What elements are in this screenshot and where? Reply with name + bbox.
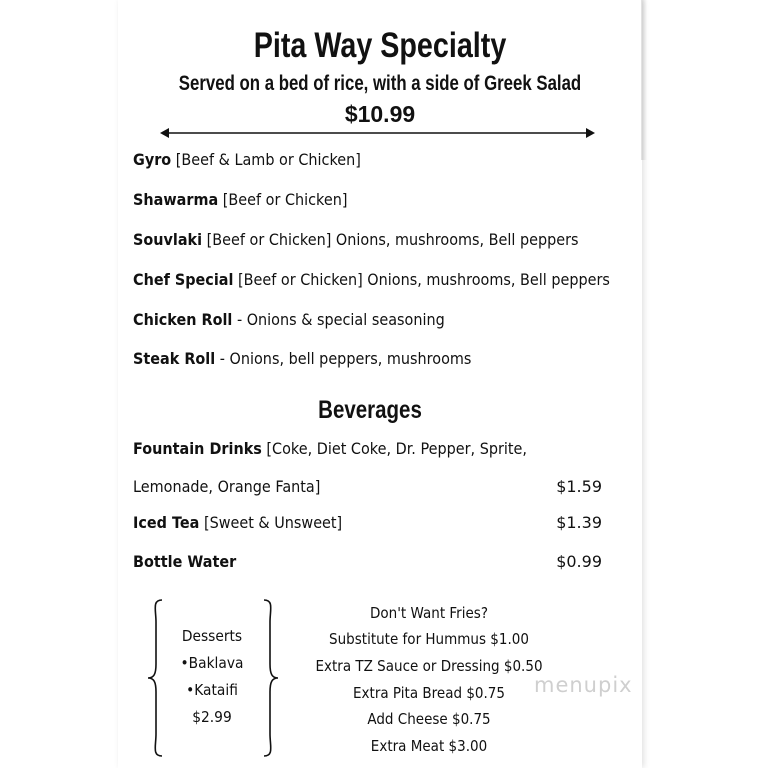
extras-heading: Don't Want Fries? bbox=[369, 604, 488, 622]
item-name: Chef Special bbox=[133, 270, 234, 289]
extra-item: Extra Meat $3.00 bbox=[370, 737, 488, 755]
specialty-item-chef-special bbox=[133, 270, 610, 289]
item-name: Steak Roll bbox=[133, 349, 216, 368]
item-desc: Lemonade, Orange Fanta] bbox=[133, 477, 321, 496]
extra-item: Extra Pita Bread $0.75 bbox=[353, 684, 505, 702]
specialty-price: $10.99 bbox=[344, 101, 416, 127]
desserts-heading: Desserts bbox=[181, 627, 243, 645]
item-desc: [Beef or Chicken] Onions, mushrooms, Bell peppers bbox=[238, 270, 610, 289]
item-desc: [Beef or Chicken] Onions, mushrooms, Bell peppers bbox=[206, 230, 579, 249]
item-name: Chicken Roll bbox=[133, 310, 233, 329]
item-desc: [Beef & Lamb or Chicken] bbox=[175, 150, 361, 169]
item-desc: - Onions & special seasoning bbox=[236, 310, 445, 329]
specialty-item-gyro bbox=[133, 150, 361, 169]
item-name: Souvlaki bbox=[133, 230, 203, 249]
beverage-item-fountain-drinks bbox=[133, 439, 527, 458]
extra-item: Substitute for Hummus $1.00 bbox=[329, 630, 529, 648]
item-desc: [Sweet & Unsweet] bbox=[203, 513, 343, 532]
item-name: Gyro bbox=[133, 150, 172, 169]
specialty-item-steak-roll bbox=[133, 349, 471, 368]
item-name: Iced Tea bbox=[133, 513, 200, 532]
right-brace-icon bbox=[260, 598, 280, 758]
beverages-heading: Beverages bbox=[318, 396, 422, 424]
specialty-item-shawarma bbox=[133, 190, 347, 209]
menu-subtitle: Served on a bed of rice, with a side of Greek Salad bbox=[178, 72, 582, 95]
beverage-price-bottle-water: $0.99 bbox=[556, 552, 602, 571]
beverage-item-iced-tea bbox=[133, 513, 342, 532]
beverage-item-fountain-drinks-cont bbox=[133, 477, 320, 496]
item-desc: [Coke, Diet Coke, Dr. Pepper, Sprite, bbox=[266, 439, 528, 458]
item-desc: - Onions, bell peppers, mushrooms bbox=[219, 349, 472, 368]
left-brace-icon bbox=[146, 598, 166, 758]
item-name: Bottle Water bbox=[133, 552, 237, 571]
watermark: menupix bbox=[534, 673, 633, 697]
double-arrow-divider bbox=[160, 126, 595, 140]
item-name: Fountain Drinks bbox=[133, 439, 262, 458]
beverage-price-iced-tea: $1.39 bbox=[556, 513, 602, 532]
beverage-price-fountain: $1.59 bbox=[556, 477, 602, 496]
dessert-price: $2.99 bbox=[192, 708, 232, 726]
menu-title: Pita Way Specialty bbox=[253, 26, 507, 65]
item-desc: [Beef or Chicken] bbox=[222, 190, 348, 209]
extra-item: Add Cheese $0.75 bbox=[367, 710, 491, 728]
item-name: Shawarma bbox=[133, 190, 219, 209]
specialty-item-souvlaki bbox=[133, 230, 579, 249]
dessert-item: •Baklava bbox=[180, 654, 244, 672]
extra-item: Extra TZ Sauce or Dressing $0.50 bbox=[315, 657, 543, 675]
specialty-item-chicken-roll bbox=[133, 310, 445, 329]
dessert-item: •Kataifi bbox=[186, 681, 238, 699]
beverage-item-bottle-water bbox=[133, 552, 236, 571]
